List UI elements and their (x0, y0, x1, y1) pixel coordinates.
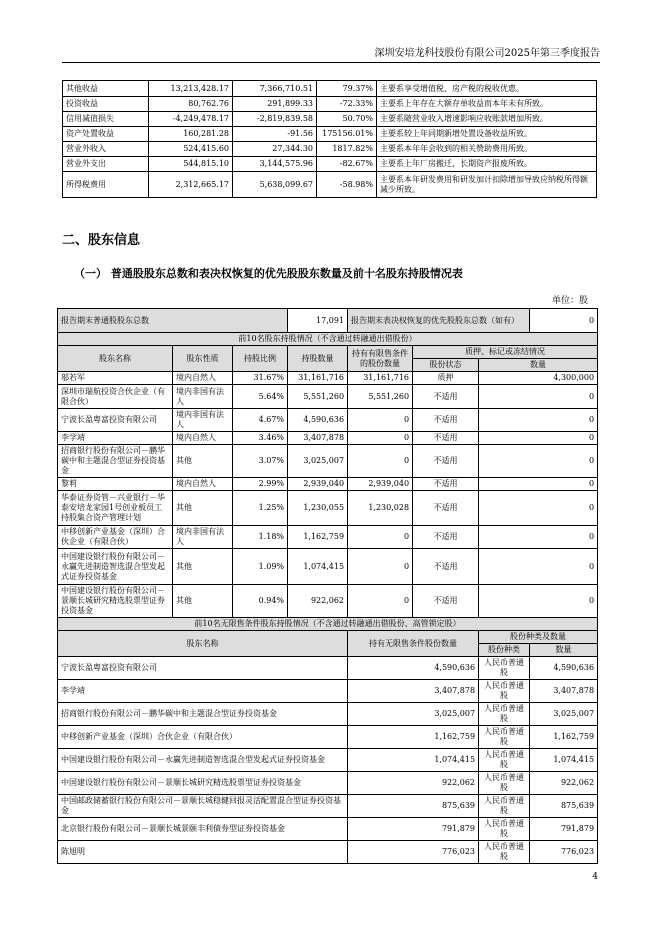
table-row (63, 142, 597, 157)
table-row (63, 127, 597, 142)
shareholder-name: 中移创新产业基金（深圳）合伙企业（有限合伙） (58, 526, 173, 549)
col-header-pledge-qty: 数量 (479, 359, 598, 372)
pledge-quantity: 0 (479, 585, 598, 618)
pledge-status: 质押 (413, 372, 479, 385)
restricted-shares: 5,551,260 (348, 385, 413, 409)
table-row (63, 157, 597, 172)
unrestricted-shares: 3,407,878 (348, 680, 479, 703)
shareholder-nature: 其他 (173, 491, 233, 526)
share-type: 人民币普通股 (479, 680, 530, 703)
shareholder-name: 李学靖 (58, 680, 348, 703)
subsection-title: （一） 普通股股东总数和表决权恢复的优先股股东数量及前十名股东持股情况表 (74, 267, 463, 280)
change-reason: 主要系本年年会收到的相关赞助费用所致。 (377, 142, 597, 157)
pledge-status: 不适用 (413, 385, 479, 409)
table-row (58, 526, 598, 549)
restricted-shares: 31,161,716 (348, 372, 413, 385)
pledge-quantity: 0 (479, 478, 598, 491)
shareholder-name: 中移创新产业基金（深圳）合伙企业（有限合伙） (58, 726, 348, 749)
summary-value-2: 0 (530, 309, 598, 333)
share-type: 人民币普通股 (479, 795, 530, 818)
share-quantity: 4,590,636 (530, 657, 598, 680)
table-row (58, 680, 598, 703)
table-row (58, 409, 598, 432)
table-row (63, 81, 597, 97)
pledge-status: 不适用 (413, 549, 479, 585)
holding-ratio: 4.67% (233, 409, 288, 432)
share-quantity: 791,879 (530, 818, 598, 841)
holding-shares: 5,551,260 (288, 385, 348, 409)
prior-period-value: 3,144,575.96 (233, 157, 317, 172)
unrestricted-title: 前10名无限售条件股东持股情况（不含通过转融通出借股份、高管锁定股） (58, 618, 598, 631)
section-title: 二、股东信息 (62, 233, 141, 248)
holding-ratio: 3.07% (233, 445, 288, 478)
current-period-value: 544,815.10 (149, 157, 233, 172)
table-row (58, 385, 598, 409)
shareholder-name: 北京银行股份有限公司－景顺长城景颐丰利债券型证券投资基金 (58, 818, 348, 841)
pledge-status: 不适用 (413, 432, 479, 445)
change-reason: 主要系上年厂房搬迁，长期资产报废所致。 (377, 157, 597, 172)
change-reason: 主要系享受增值税、房产税的税收优惠。 (377, 81, 597, 97)
change-percent: -82.67% (317, 157, 377, 172)
table-row (58, 445, 598, 478)
prior-period-value: 7,366,710.51 (233, 81, 317, 97)
change-percent: 79.37% (317, 81, 377, 97)
share-quantity: 922,062 (530, 772, 598, 795)
table-row (63, 97, 597, 112)
unrestricted-shares: 791,879 (348, 818, 479, 841)
share-type: 人民币普通股 (479, 703, 530, 726)
holding-ratio: 1.25% (233, 491, 288, 526)
table-row (58, 818, 598, 841)
current-period-value: 13,213,428.17 (149, 81, 233, 97)
table-row (58, 432, 598, 445)
shareholder-nature: 其他 (173, 585, 233, 618)
shareholder-name: 李学靖 (58, 432, 173, 445)
share-quantity: 776,023 (530, 841, 598, 864)
change-percent: -72.33% (317, 97, 377, 112)
table-row (58, 795, 598, 818)
holding-ratio: 3.46% (233, 432, 288, 445)
shareholder-nature: 境内非国有法人 (173, 385, 233, 409)
u-col-header-shares: 持有无限售条件股份数量 (348, 631, 479, 657)
pledge-status: 不适用 (413, 491, 479, 526)
pledge-status: 不适用 (413, 478, 479, 491)
change-percent: 1817.82% (317, 142, 377, 157)
u-col-header-qty: 数量 (530, 644, 598, 657)
table-row (58, 772, 598, 795)
u-col-header-type-group: 股份种类及数量 (479, 631, 598, 644)
current-period-value: 524,415.60 (149, 142, 233, 157)
holding-ratio: 0.94% (233, 585, 288, 618)
table-row (58, 657, 598, 680)
col-header-shares: 持股数量 (288, 346, 348, 372)
unrestricted-shares: 875,639 (348, 795, 479, 818)
restricted-shares: 1,230,028 (348, 491, 413, 526)
report-header-title: 深圳安培龙科技股份有限公司2025年第三季度报告 (374, 48, 600, 59)
shareholder-name: 宁波长盈粤富投资有限公司 (58, 409, 173, 432)
current-period-value: -4,249,478.17 (149, 112, 233, 127)
holding-shares: 1,162,759 (288, 526, 348, 549)
col-header-pledge-group: 质押、标记或冻结情况 (413, 346, 598, 359)
income-change-table (62, 80, 597, 198)
shareholder-name: 陈旭明 (58, 841, 348, 864)
shareholder-nature: 境内非国有法人 (173, 409, 233, 432)
shareholder-name: 中国建设银行股份有限公司－永赢先进制造智选混合型发起式证券投资基金 (58, 549, 173, 585)
holding-shares: 4,590,636 (288, 409, 348, 432)
shareholder-name: 中国建设银行股份有限公司－景顺长城研究精选股票型证券投资基金 (58, 585, 173, 618)
change-percent: 175156.01% (317, 127, 377, 142)
pledge-quantity: 4,300,000 (479, 372, 598, 385)
item-name: 营业外支出 (63, 157, 149, 172)
u-col-header-type: 股份种类 (479, 644, 530, 657)
top10-title: 前10名股东持股情况（不含通过转融通出借股份） (58, 333, 598, 346)
pledge-status: 不适用 (413, 585, 479, 618)
col-header-ratio: 持股比例 (233, 346, 288, 372)
unrestricted-shares: 3,025,007 (348, 703, 479, 726)
share-type: 人民币普通股 (479, 749, 530, 772)
table-row (58, 372, 598, 385)
pledge-quantity: 0 (479, 445, 598, 478)
share-type: 人民币普通股 (479, 841, 530, 864)
header-rule (62, 62, 600, 63)
shareholder-nature: 境内自然人 (173, 478, 233, 491)
pledge-status: 不适用 (413, 526, 479, 549)
pledge-quantity: 0 (479, 409, 598, 432)
table-row (58, 491, 598, 526)
item-name: 投资收益 (63, 97, 149, 112)
table-row (58, 585, 598, 618)
shareholder-nature: 境内自然人 (173, 432, 233, 445)
shareholder-nature: 境内非国有法人 (173, 526, 233, 549)
shareholder-name: 邬若军 (58, 372, 173, 385)
prior-period-value: 27,344.30 (233, 142, 317, 157)
share-quantity: 1,074,415 (530, 749, 598, 772)
holding-shares: 2,939,040 (288, 478, 348, 491)
holding-ratio: 2.99% (233, 478, 288, 491)
change-percent: -58.98% (317, 172, 377, 198)
share-quantity: 3,407,878 (530, 680, 598, 703)
col-header-pledge-status: 股份状态 (413, 359, 479, 372)
pledge-quantity: 0 (479, 549, 598, 585)
unit-label: 单位：股 (551, 296, 588, 306)
item-name: 所得税费用 (63, 172, 149, 198)
col-header-restricted: 持有有限售条件的股份数量 (348, 346, 413, 372)
summary-label-2: 报告期末表决权恢复的优先股股东总数（如有） (348, 309, 530, 333)
restricted-shares: 0 (348, 549, 413, 585)
prior-period-value: 291,899.33 (233, 97, 317, 112)
item-name: 其他收益 (63, 81, 149, 97)
shareholder-name: 中国建设银行股份有限公司－永赢先进制造智选混合型发起式证券投资基金 (58, 749, 348, 772)
change-reason: 主要系较上年同期新增处置设备收益所致。 (377, 127, 597, 142)
share-type: 人民币普通股 (479, 726, 530, 749)
shareholder-name: 黎莉 (58, 478, 173, 491)
shareholders-table (57, 308, 598, 864)
share-type: 人民币普通股 (479, 657, 530, 680)
unrestricted-shares: 4,590,636 (348, 657, 479, 680)
shareholder-name: 招商银行股份有限公司－鹏华碳中和主题混合型证券投资基金 (58, 703, 348, 726)
shareholder-name: 中国邮政储蓄银行股份有限公司－景顺长城稳健回报灵活配置混合型证券投资基金 (58, 795, 348, 818)
summary-label-1: 报告期末普通股股东总数 (58, 309, 288, 333)
share-quantity: 875,639 (530, 795, 598, 818)
unrestricted-shares: 776,023 (348, 841, 479, 864)
restricted-shares: 0 (348, 432, 413, 445)
restricted-shares: 0 (348, 585, 413, 618)
unrestricted-shares: 922,062 (348, 772, 479, 795)
current-period-value: 80,762.76 (149, 97, 233, 112)
share-quantity: 1,162,759 (530, 726, 598, 749)
item-name: 信用减值损失 (63, 112, 149, 127)
prior-period-value: -2,819,839.58 (233, 112, 317, 127)
restricted-shares: 2,939,040 (348, 478, 413, 491)
item-name: 资产处置收益 (63, 127, 149, 142)
pledge-quantity: 0 (479, 385, 598, 409)
table-row (58, 703, 598, 726)
restricted-shares: 0 (348, 409, 413, 432)
table-row (63, 172, 597, 198)
table-row (58, 478, 598, 491)
holding-shares: 922,062 (288, 585, 348, 618)
change-reason: 主要系随营业收入增速影响应收账款增加所致。 (377, 112, 597, 127)
change-percent: 50.70% (317, 112, 377, 127)
page-number: 4 (592, 872, 598, 882)
holding-ratio: 1.18% (233, 526, 288, 549)
col-header-name: 股东名称 (58, 346, 173, 372)
unrestricted-shares: 1,162,759 (348, 726, 479, 749)
shareholder-nature: 其他 (173, 549, 233, 585)
col-header-nature: 股东性质 (173, 346, 233, 372)
share-quantity: 3,025,007 (530, 703, 598, 726)
change-reason: 主要系本年研发费用和研发加计扣除增加导致应纳税所得额减少所致。 (377, 172, 597, 198)
table-row (58, 749, 598, 772)
table-row (58, 726, 598, 749)
shareholder-name: 中国建设银行股份有限公司－景顺长城研究精选股票型证券投资基金 (58, 772, 348, 795)
pledge-status: 不适用 (413, 445, 479, 478)
share-type: 人民币普通股 (479, 818, 530, 841)
holding-shares: 3,025,007 (288, 445, 348, 478)
pledge-quantity: 0 (479, 491, 598, 526)
shareholder-nature: 境内自然人 (173, 372, 233, 385)
restricted-shares: 0 (348, 445, 413, 478)
holding-ratio: 1.09% (233, 549, 288, 585)
shareholder-name: 招商银行股份有限公司－鹏华碳中和主题混合型证券投资基金 (58, 445, 173, 478)
holding-shares: 3,407,878 (288, 432, 348, 445)
current-period-value: 160,281.28 (149, 127, 233, 142)
shareholder-name: 宁波长盈粤富投资有限公司 (58, 657, 348, 680)
shareholder-name: 华泰证券资管－兴业银行－华泰安培龙家园1号创业板员工持股集合资产管理计划 (58, 491, 173, 526)
prior-period-value: -91.56 (233, 127, 317, 142)
change-reason: 主要系上年存在大额存单收益而本年未有所致。 (377, 97, 597, 112)
pledge-status: 不适用 (413, 409, 479, 432)
u-col-header-name: 股东名称 (58, 631, 348, 657)
table-row (58, 841, 598, 864)
restricted-shares: 0 (348, 526, 413, 549)
share-type: 人民币普通股 (479, 772, 530, 795)
summary-value-1: 17,091 (288, 309, 348, 333)
pledge-quantity: 0 (479, 432, 598, 445)
unrestricted-shares: 1,074,415 (348, 749, 479, 772)
holding-ratio: 31.67% (233, 372, 288, 385)
shareholder-nature: 其他 (173, 445, 233, 478)
holding-ratio: 5.64% (233, 385, 288, 409)
holding-shares: 31,161,716 (288, 372, 348, 385)
current-period-value: 2,312,665.17 (149, 172, 233, 198)
shareholder-name: 深圳市瑞航投资合伙企业（有限合伙） (58, 385, 173, 409)
holding-shares: 1,074,415 (288, 549, 348, 585)
prior-period-value: 5,638,099.67 (233, 172, 317, 198)
table-row (63, 112, 597, 127)
table-row (58, 549, 598, 585)
item-name: 营业外收入 (63, 142, 149, 157)
holding-shares: 1,230,055 (288, 491, 348, 526)
pledge-quantity: 0 (479, 526, 598, 549)
